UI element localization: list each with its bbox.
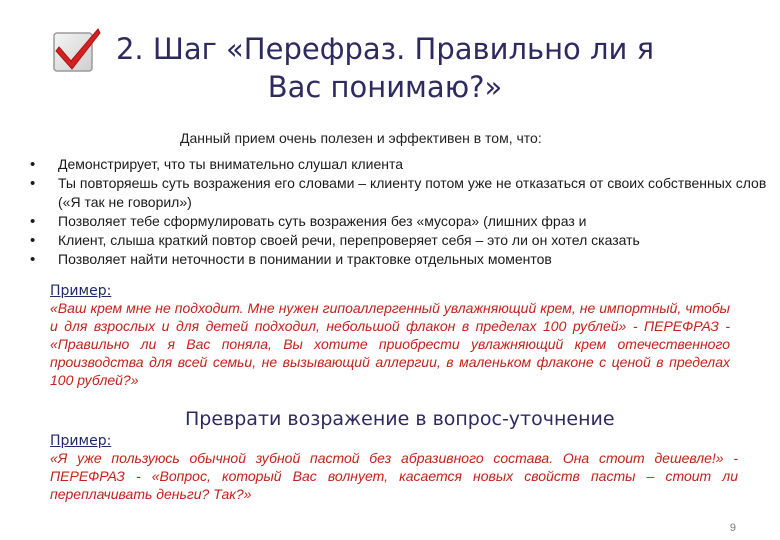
- checkbox-checkmark-icon: [50, 25, 102, 75]
- list-item: • Позволяет найти неточности в понимании и трактовке отдельных моментов: [30, 250, 775, 269]
- section-subheading: Преврати возражение в вопрос-уточнение: [185, 408, 615, 430]
- example-label: Пример:: [50, 433, 112, 449]
- list-item: • Ты повторяешь суть возражения его словами – клиенту потом уже не отказаться от своих собственных слов («Я так не говорил»): [30, 174, 775, 212]
- list-item: • Позволяет тебе сформулировать суть возражения без «мусора» (лишних фраз и: [30, 212, 775, 231]
- list-item: • Демонстрирует, что ты внимательно слушал клиента: [30, 155, 775, 174]
- example-text: «Я уже пользуюсь обычной зубной пастой без абразивного состава. Она стоит дешевле!» - ПЕРЕФРАЗ - «Вопрос, который Вас волнует, касается новых свойств пасты – стоит ли переплачивать деньги? Так?»: [50, 450, 738, 502]
- example-block-1: [50, 283, 730, 389]
- list-item: • Клиент, слыша краткий повтор своей речи, перепроверяет себя – это ли он хотел сказать: [30, 231, 775, 250]
- title-line-2: Вас понимаю?»: [267, 70, 503, 104]
- intro-text: Данный прием очень полезен и эффективен в том, что:: [180, 130, 542, 146]
- example-text: «Ваш крем мне не подходит. Мне нужен гипоаллергенный увлажняющий крем, не импортный, чтобы и для взрослых и для детей подходил, небольшой флакон в пределах 100 рублей» - ПЕРЕФРАЗ - «Правильно ли я Вас поняла, Вы хотите приобрести увлажняющий крем отечественного производства для всей семьи, не вызывающий аллергии, в маленьком флаконе с ценой в пределах 100 рублей?»: [50, 300, 730, 388]
- title-line-1: 2. Шаг «Перефраз. Правильно ли я: [115, 32, 655, 66]
- benefits-list: [30, 155, 775, 269]
- example-block-2: [50, 433, 738, 503]
- example-label: Пример:: [50, 283, 112, 299]
- slide-title: [105, 30, 665, 106]
- page-number: 9: [729, 522, 736, 534]
